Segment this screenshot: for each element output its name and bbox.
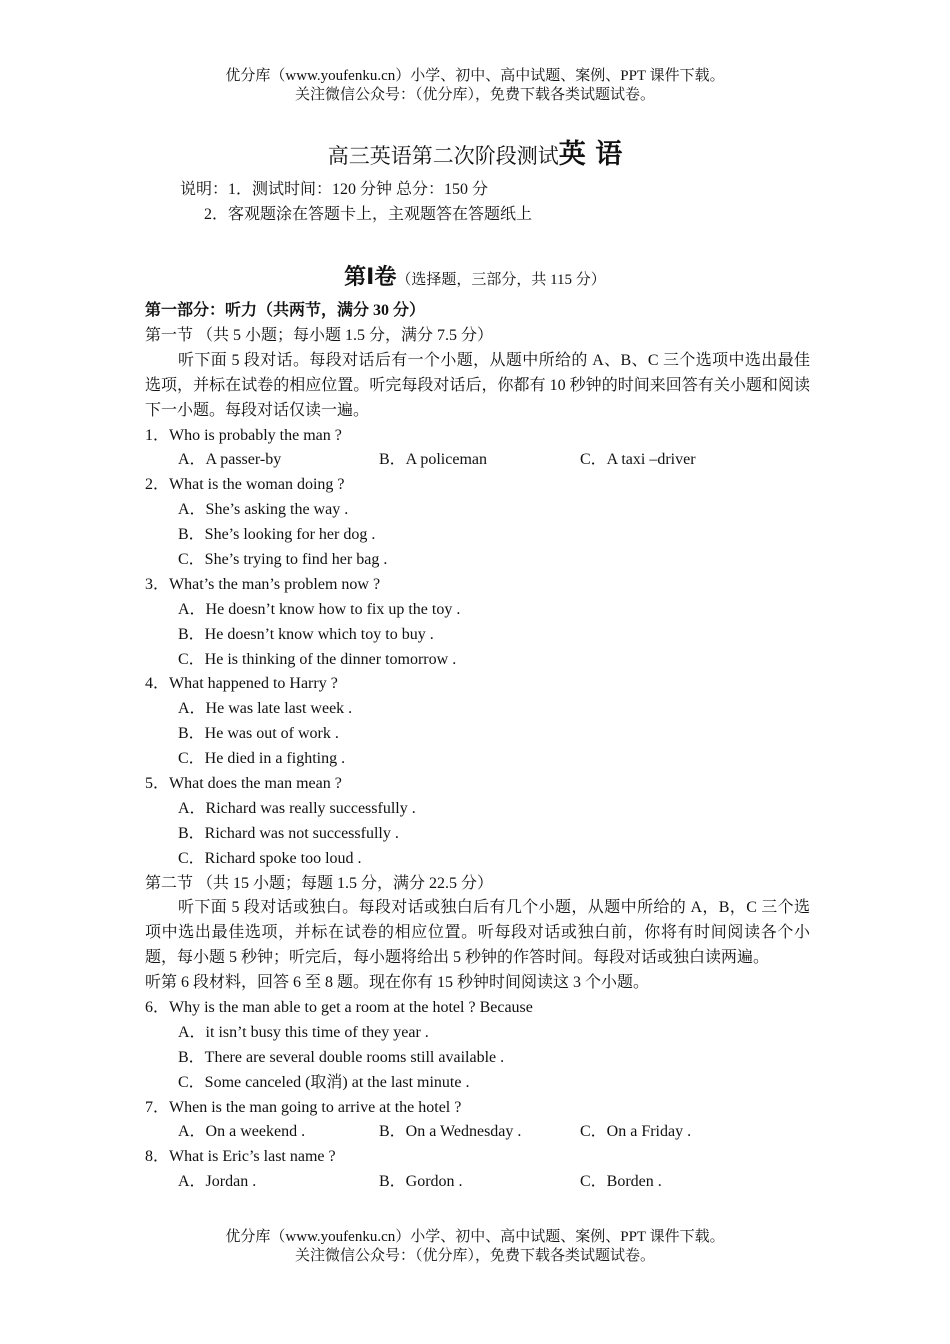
option-a: A．A passer-by [178,451,282,469]
option-a: A．Jordan . [178,1173,257,1191]
question-8 [145,1145,810,1195]
question-2 [145,473,810,573]
header-line-2: 关注微信公众号：（优分库），免费下载各类试题试卷。 [294,87,655,103]
option-b: B．Gordon . [379,1173,463,1191]
question-stem: 3．What’s the man’s problem now ? [145,575,381,593]
question-stem: 7．When is the man going to arrive at the hotel ? [145,1098,462,1116]
option-b: B．She’s looking for her dog . [178,526,376,544]
question-5 [145,772,810,872]
option-b: B．There are several double rooms still available . [178,1048,505,1066]
part1-title: 第一部分：听力（共两节，满分 30 分） [145,302,426,319]
sec1-instructions: 听下面 5 段对话。每段对话后有一个小题，从题中所给的 A、B、C 三个选项中选出最佳选项，并标在试卷的相应位置。听完每段对话后，你都有 10 秒钟的时间来回答有关小题和阅读下一小题。每段对话仅读一遍。 [145,351,810,419]
option-c: C．On a Friday . [580,1123,692,1141]
option-a: A．On a weekend . [178,1123,306,1141]
question-4 [145,672,810,772]
question-stem: 2．What is the woman doing ? [145,476,345,494]
sec2-note: 听第 6 段材料，回答 6 至 8 题。现在你有 15 秒钟时间阅读这 3 个小题。 [145,974,650,992]
question-stem: 6．Why is the man able to get a room at the hotel ? Because [145,999,533,1017]
question-stem: 4．What happened to Harry ? [145,675,338,693]
page-title [0,132,950,171]
option-c: C．She’s trying to find her bag . [178,550,388,568]
option-a: A．She’s asking the way . [178,501,349,519]
option-c: C．A taxi –driver [580,451,696,469]
question-stem: 8．What is Eric’s last name ? [145,1148,336,1166]
page-footer [0,1228,950,1266]
option-c: C．He died in a fighting . [178,750,346,768]
note-line-1: 说明：1．测试时间：120 分钟 总分：150 分 [180,181,489,198]
section-title-small: （选择题，三部分，共 115 分） [396,272,606,288]
option-c: C．Borden . [580,1173,662,1191]
option-b: B．On a Wednesday . [379,1123,522,1141]
option-c: C．Some canceled (取消) at the last minute . [178,1073,470,1091]
option-c: C．Richard spoke too loud . [178,849,362,867]
title-main: 高三英语第二次阶段测试 [327,144,559,168]
question-1 [145,424,810,474]
option-c: C．He is thinking of the dinner tomorrow . [178,650,457,668]
option-a: A．it isn’t busy this time of they year . [178,1023,429,1041]
options-row [145,1120,810,1145]
footer-line-2: 关注微信公众号：（优分库），免费下载各类试题试卷。 [294,1248,655,1264]
question-7 [145,1096,810,1146]
page-header [0,67,950,105]
exam-body [145,299,810,1195]
note-line-2: 2．客观题涂在答题卡上，主观题答在答题纸上 [204,206,533,223]
option-b: B．He was out of work . [178,725,339,743]
question-3 [145,573,810,673]
option-a: A．Richard was really successfully . [178,799,416,817]
sec1-title: 第一节 （共 5 小题；每小题 1.5 分，满分 7.5 分） [145,326,494,344]
section-title-big: 第Ⅰ卷 [344,265,397,290]
footer-line-1: 优分库（www.youfenku.cn）小学、初中、高中试题、案例、PPT 课件下载。 [225,1229,725,1245]
option-b: B．He doesn’t know which toy to buy . [178,625,434,643]
sec2-title: 第二节 （共 15 小题；每题 1.5 分，满分 22.5 分） [145,874,494,892]
section-title [0,260,950,291]
option-a: A．He doesn’t know how to fix up the toy . [178,600,461,618]
question-stem: 5．What does the man mean ? [145,774,342,792]
title-subject: 英 语 [558,139,623,170]
header-line-1: 优分库（www.youfenku.cn）小学、初中、高中试题、案例、PPT 课件下载。 [225,68,725,84]
options-row [145,448,810,473]
options-row [145,1170,810,1195]
sec2-instructions: 听下面 5 段对话或独白。每段对话或独白后有几个小题，从题中所给的 A，B，C 三个选项中选出最佳选项，并标在试卷的相应位置。听每段对话或独白前，你将有时间阅读各个小题，每小题 5 秒钟；听完后，每小题将给出 5 秒钟的作答时间。每段对话或独白读两遍。 [145,899,810,967]
option-a: A．He was late last week . [178,700,353,718]
option-b: B．A policeman [379,451,487,469]
question-6 [145,996,810,1096]
question-stem: 1．Who is probably the man ? [145,426,342,444]
option-b: B．Richard was not successfully . [178,824,399,842]
